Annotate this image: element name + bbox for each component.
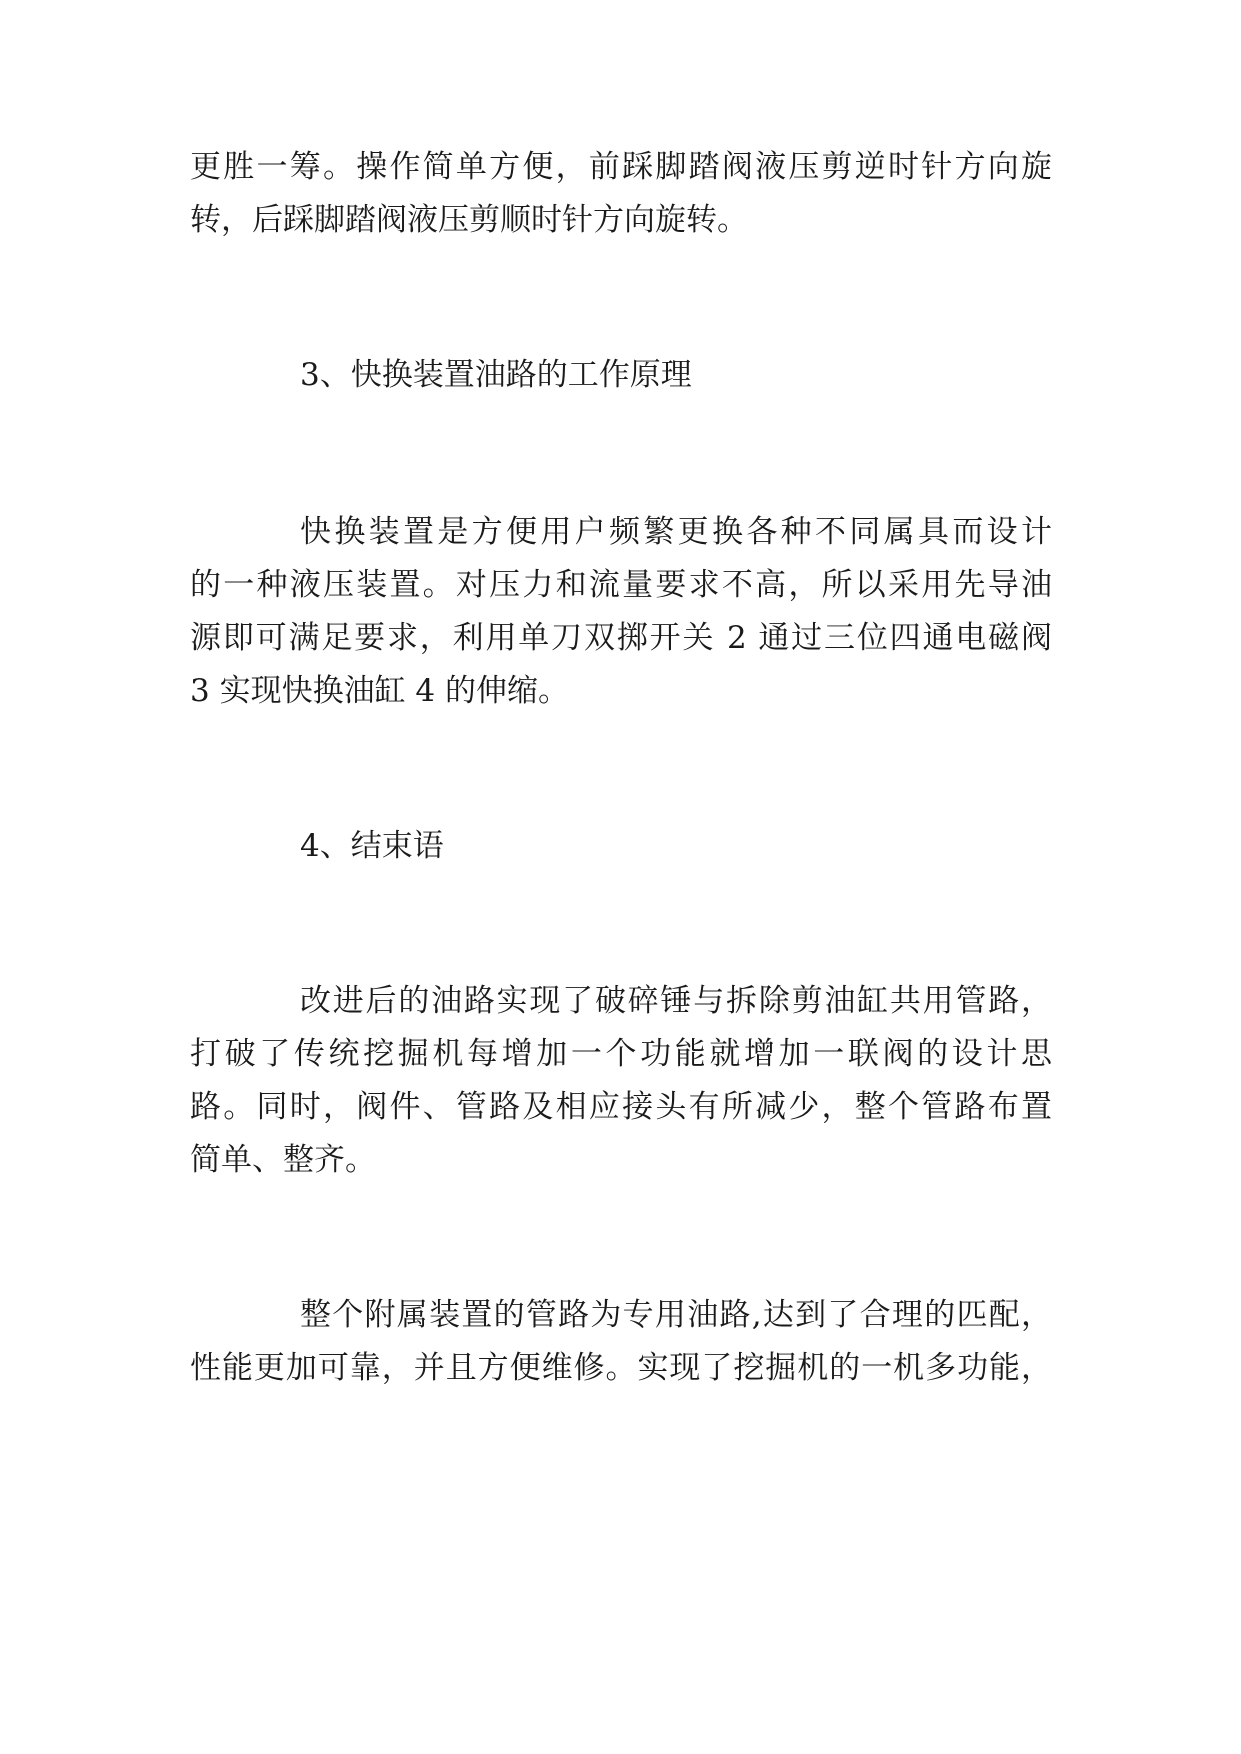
paragraph-4-line-2: 性能更加可靠，并且方便维修。实现了挖掘机的一机多功能，	[190, 1350, 1052, 1386]
paragraph-3-line-2: 打破了传统挖掘机每增加一个功能就增加一联阀的设计思	[190, 1036, 1052, 1072]
paragraph-3-line-3: 路。同时，阀件、管路及相应接头有所减少，整个管路布置	[190, 1089, 1052, 1125]
paragraph-3-line-1: 改进后的油路实现了破碎锤与拆除剪油缸共用管路，	[300, 983, 1052, 1019]
section-heading-3: 3、快换装置油路的工作原理	[300, 357, 692, 393]
paragraph-2-line-1: 快换装置是方便用户频繁更换各种不同属具而设计	[300, 514, 1052, 550]
paragraph-1-line-1: 更胜一筹。操作简单方便，前踩脚踏阀液压剪逆时针方向旋	[190, 149, 1052, 185]
paragraph-2-line-2: 的一种液压装置。对压力和流量要求不高，所以采用先导油	[190, 567, 1052, 603]
paragraph-2-line-3: 源即可满足要求，利用单刀双掷开关 2 通过三位四通电磁阀	[190, 620, 1052, 656]
paragraph-3-line-4: 简单、整齐。	[190, 1142, 376, 1178]
paragraph-4-line-1: 整个附属装置的管路为专用油路,达到了合理的匹配，	[300, 1297, 1052, 1333]
section-heading-4: 4、结束语	[300, 828, 444, 864]
paragraph-2-line-4: 3 实现快换油缸 4 的伸缩。	[190, 673, 570, 709]
paragraph-1-line-2: 转，后踩脚踏阀液压剪顺时针方向旋转。	[190, 202, 748, 238]
